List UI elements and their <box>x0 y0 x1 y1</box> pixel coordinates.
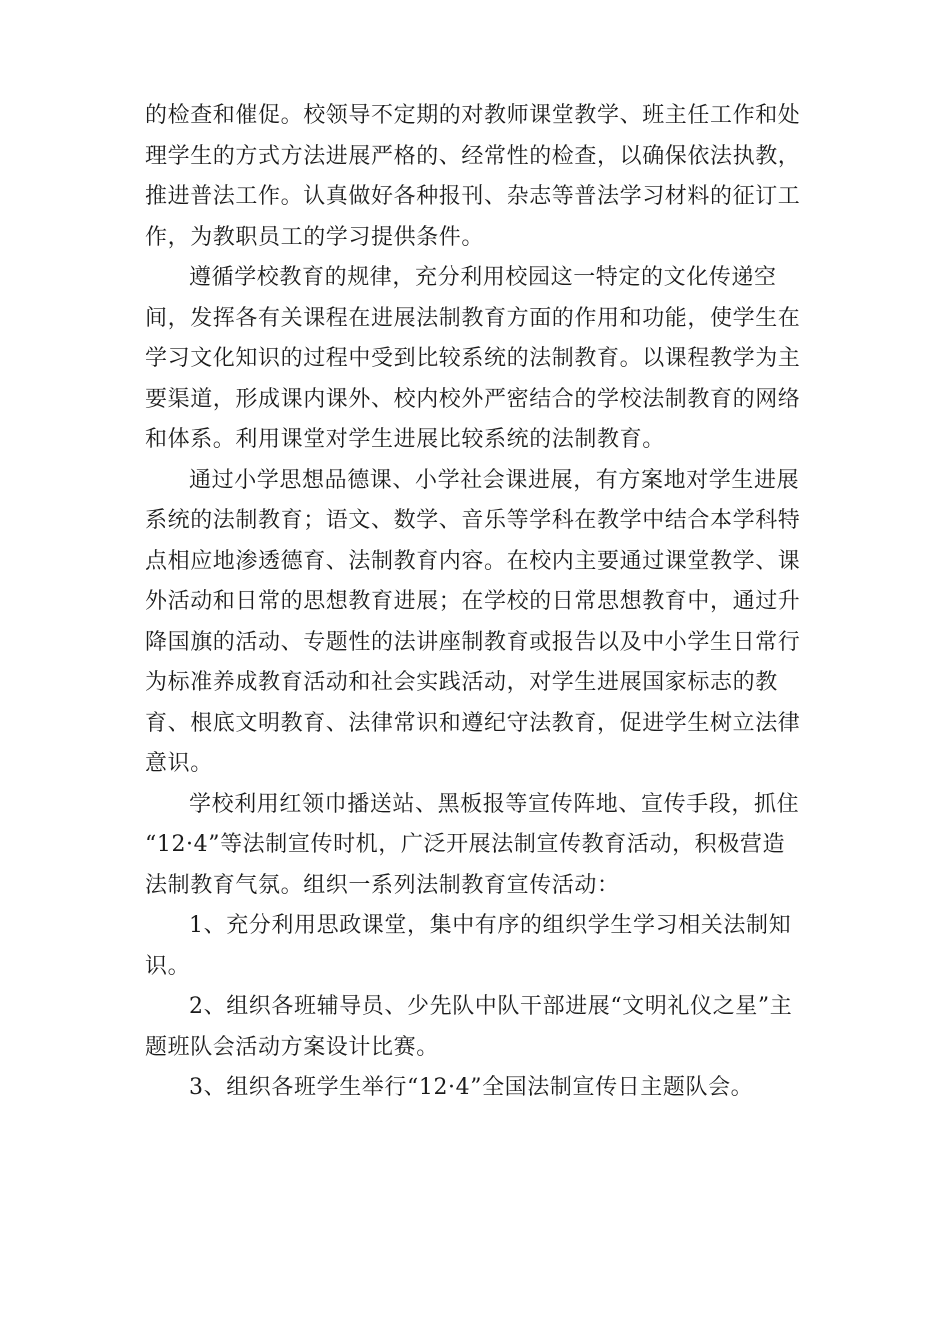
text-line: 意识。 <box>145 751 213 776</box>
text-line: 识。 <box>145 953 191 979</box>
text-line: 1、充分利用思政课堂，集中有序的组织学生学习相关法制知 <box>189 913 792 938</box>
paragraph-4 <box>145 785 810 907</box>
text-line: 降国旗的活动、专题性的法讲座制教育或报告以及中小学生日常行 <box>145 629 801 655</box>
text-line: 系统的法制教育；语文、数学、音乐等学科在教学中结合本学科特 <box>145 508 801 533</box>
text-line: 作，为教职员工的学习提供条件。 <box>145 224 485 250</box>
text-line: 的检查和催促。校领导不定期的对教师课堂教学、班主任工作和处 <box>145 103 801 128</box>
text-line: 学校利用红领巾播送站、黑板报等宣传阵地、宣传手段，抓住 <box>189 791 800 817</box>
paragraph-3 <box>145 461 810 785</box>
text-line: 题班队会活动方案设计比赛。 <box>145 1034 439 1060</box>
list-item-1 <box>145 906 810 987</box>
text-line: 通过小学思想品德课、小学社会课进展，有方案地对学生进展 <box>189 467 800 493</box>
text-line: 为标准养成教育活动和社会实践活动，对学生进展国家标志的教 <box>145 670 778 695</box>
list-item-2 <box>145 987 810 1068</box>
text-line: 遵循学校教育的规律，充分利用校园这一特定的文化传递空 <box>189 265 777 290</box>
text-line: 外活动和日常的思想教育进展；在学校的日常思想教育中，通过升 <box>145 589 801 614</box>
text-line: 要渠道，形成课内课外、校内校外严密结合的学校法制教育的网络 <box>145 386 801 412</box>
text-line: 间，发挥各有关课程在进展法制教育方面的作用和功能，使学生在 <box>145 305 801 331</box>
text-line: 点相应地渗透德育、法制教育内容。在校内主要通过课堂教学、课 <box>145 548 801 574</box>
text-line: 法制教育气氛。组织一系列法制教育宣传活动： <box>145 872 620 898</box>
paragraph-1 <box>145 96 810 258</box>
text-line: 2、组织各班辅导员、少先队中队干部进展“文明礼仪之星”主 <box>189 994 793 1019</box>
text-line: 和体系。利用课堂对学生进展比较系统的法制教育。 <box>145 427 665 452</box>
text-line: 推进普法工作。认真做好各种报刊、杂志等普法学习材料的征订工 <box>145 184 801 209</box>
text-line: “12·4”等法制宣传时机，广泛开展法制宣传教育活动，积极营造 <box>145 832 786 857</box>
list-item-3 <box>145 1068 810 1109</box>
text-line: 学习文化知识的过程中受到比较系统的法制教育。以课程教学为主 <box>145 346 801 371</box>
text-line: 3、组织各班学生举行“12·4”全国法制宣传日主题队会。 <box>189 1075 754 1100</box>
text-line: 育、根底文明教育、法律常识和遵纪守法教育，促进学生树立法律 <box>145 710 801 736</box>
paragraph-2 <box>145 258 810 461</box>
text-line: 理学生的方式方法进展严格的、经常性的检查，以确保依法执教， <box>145 143 801 169</box>
document-body <box>145 96 810 1109</box>
